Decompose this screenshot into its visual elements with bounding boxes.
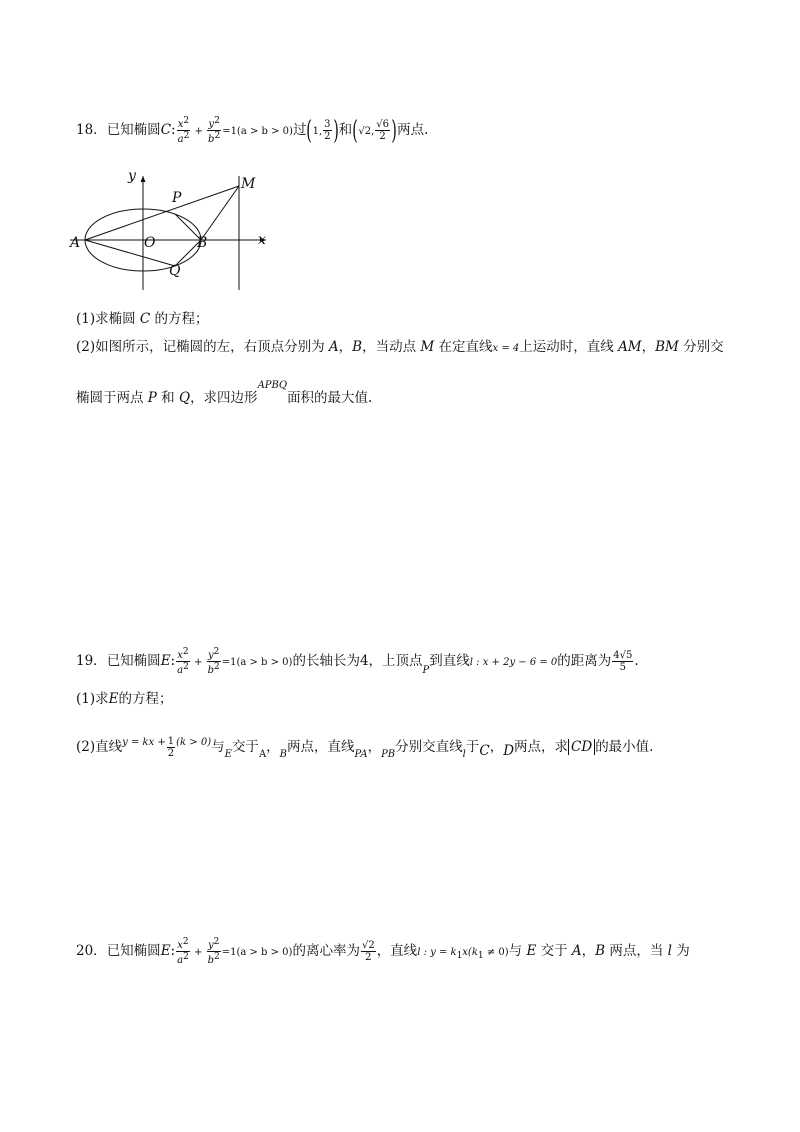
q18-frac-y2b2: $\frac{y2}{b2}$ (208, 116, 221, 145)
q18-statement: 18．已知椭圆C: $\frac{x2}{a2}$ + $\frac{y2}{b2}$ =1(a > b > 0)过(1, $\frac{3}{2}$ )和(√2, $\frac{√6}{2}$ )两点. (76, 115, 429, 146)
q18-eq-right: =1(a > b > 0) (222, 126, 293, 137)
label-P: P (172, 190, 182, 206)
q19-distance-frac: $\frac{4√5}{5}$ (613, 650, 633, 673)
q20-statement: 20．已知椭圆E: $\frac{x2}{a2}$ + $\frac{y2}{b2}$ =1(a > b > 0)的离心率为 $\frac{√2}{2}$ ，直线l : $y = k_1x(k_1 \ne 0)$与 E 交于 A，B 两点，当 l 为 (76, 937, 690, 966)
q18-part2-line1: (2)如图所示，记椭圆的左，右顶点分别为 A，B，当动点 M 在定直线x = 4上运动时，直线 AM，BM 分别交 (76, 339, 724, 355)
q18-frac-x2a2: $\frac{x2}{a2}$ (177, 116, 190, 145)
q18-part1: (1)求椭圆 C 的方程； (76, 311, 209, 327)
q18-through: 过 (292, 122, 307, 138)
q18-intro: 已知椭圆 (106, 122, 161, 138)
label-x: x (258, 232, 266, 248)
q19-part1: (1)求E的方程； (76, 691, 173, 707)
label-A: A (70, 235, 81, 251)
q18-point1-frac: $\frac{3}{2}$ (324, 119, 331, 142)
q19-part2: (2)直线$^{y = kx +}$ $\frac{1}{2}$ $^{(k > 0)}$与$_E$交于$_A$，$_B$两点，直线$_{PA}$，$_{PB}$分别交直线$_l$于C，D两点，求 CD 的最小值. (76, 736, 654, 760)
q18-and: 和 (338, 122, 353, 138)
segment-BM (201, 186, 239, 240)
q18-number: 18． (76, 122, 107, 138)
q20-eccentricity-frac: $\frac{√2}{2}$ (361, 940, 375, 963)
label-Q: Q (169, 263, 181, 279)
segment-AM (85, 186, 239, 240)
q18-figure (70, 168, 270, 292)
segment-AQ (85, 240, 175, 266)
q18-point2-frac: $\frac{√6}{2}$ (376, 119, 389, 142)
q18-two-points: 两点. (397, 122, 429, 138)
label-M: M (241, 176, 256, 192)
label-y: y (128, 168, 136, 184)
q19-abs-CD: CD (568, 739, 595, 755)
q18-ellipse-name: C (160, 122, 172, 138)
label-O: O (144, 235, 156, 251)
q18-part2-line2: 椭圆于两点 P 和 Q，求四边形$^{APBQ}$面积的最大值. (76, 380, 373, 406)
label-B: B (197, 235, 208, 251)
y-axis-arrow (141, 176, 146, 182)
q19-statement: 19．已知椭圆E: $\frac{x2}{a2}$ + $\frac{y2}{b2}$ =1(a > b > 0)的长轴长为4，上顶点$_P$到直线l : x + 2y − 6 = 0的距离为 $\frac{4√5}{5}$ . (76, 647, 639, 676)
